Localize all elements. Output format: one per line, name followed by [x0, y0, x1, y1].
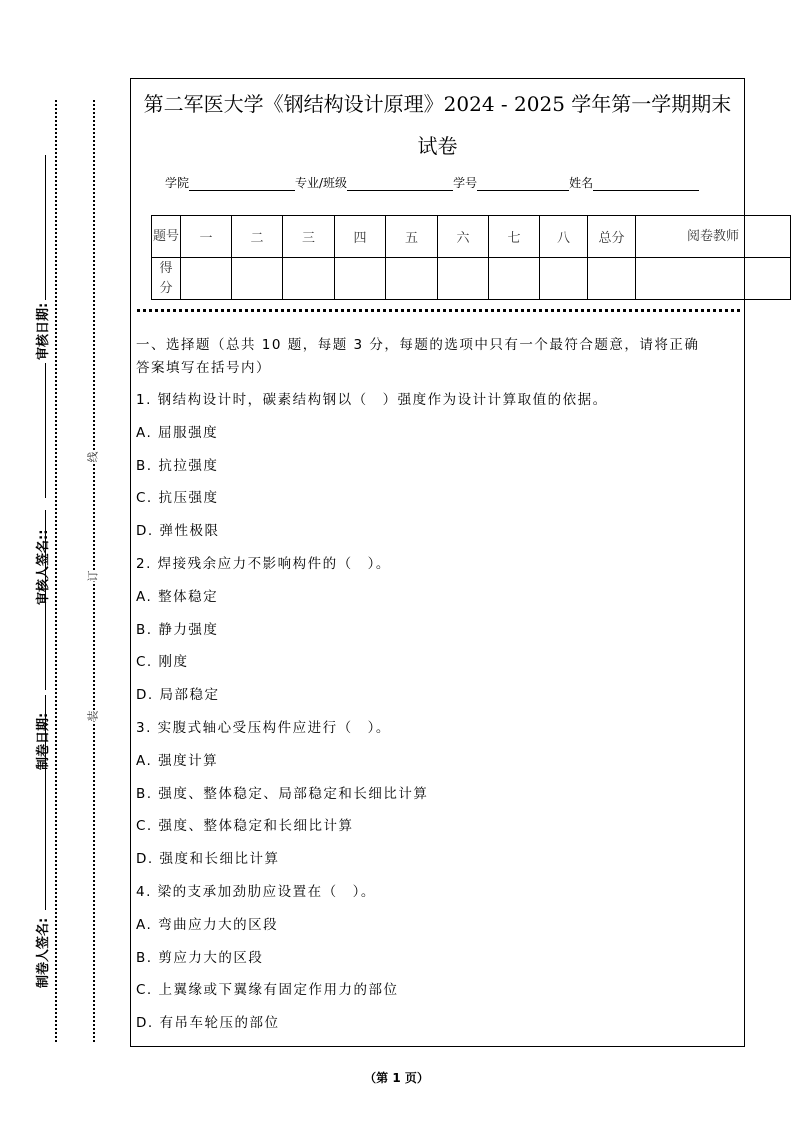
- maker-sign-label: 制卷人签名:: [36, 917, 51, 988]
- student-id-label: 学号: [453, 176, 478, 190]
- name-field[interactable]: [593, 177, 699, 191]
- question-option: D. 强度和长细比计算: [136, 851, 280, 868]
- student-id-field[interactable]: [477, 177, 569, 191]
- college-field[interactable]: [189, 177, 295, 191]
- question-option: C. 强度、整体稳定和长细比计算: [136, 818, 354, 835]
- header-cell: 总分: [588, 216, 636, 258]
- binding-char-ding: 订: [86, 570, 100, 582]
- question-option: B. 静力强度: [136, 621, 219, 638]
- college-label: 学院: [165, 176, 190, 190]
- name-label: 姓名: [569, 176, 594, 190]
- header-cell: 八: [540, 216, 588, 258]
- question-option: C. 上翼缘或下翼缘有固定作用力的部位: [136, 982, 399, 999]
- reviewer-sign-line[interactable]: [45, 363, 46, 498]
- section-divider: [137, 309, 740, 312]
- score-cell[interactable]: [438, 258, 489, 300]
- score-cell[interactable]: [335, 258, 386, 300]
- major-class-field[interactable]: [347, 177, 453, 191]
- score-cell[interactable]: [283, 258, 335, 300]
- question-stem: 1. 钢结构设计时，碳素结构钢以（ ）强度作为设计计算取值的依据。: [136, 392, 608, 408]
- score-cell[interactable]: [588, 258, 636, 300]
- question-option: A. 整体稳定: [136, 588, 219, 605]
- question-option: A. 屈服强度: [136, 424, 219, 441]
- question-option: A. 强度计算: [136, 752, 219, 769]
- header-cell: 四: [335, 216, 386, 258]
- question-stem: 4. 梁的支承加劲肋应设置在（ ）。: [136, 884, 376, 900]
- header-cell: 六: [438, 216, 489, 258]
- question-option: A. 弯曲应力大的区段: [136, 916, 279, 933]
- section-heading: 一、选择题（总共 10 题，每题 3 分，每题的选项中只有一个最符合题意，请将正确: [136, 337, 700, 353]
- header-cell: 题号: [152, 216, 181, 258]
- score-header-row: [152, 216, 791, 258]
- question-stem: 2. 焊接残余应力不影响构件的（ ）。: [136, 556, 391, 572]
- question-option: C. 抗压强度: [136, 490, 219, 507]
- header-cell: 阅卷教师: [636, 216, 791, 258]
- header-cell: 五: [386, 216, 438, 258]
- header-cell: 七: [489, 216, 540, 258]
- major-class-label: 专业/班级: [295, 176, 348, 190]
- question-option: D. 弹性极限: [136, 523, 220, 540]
- header-cell: 一: [181, 216, 232, 258]
- reviewer-sign-label: 审核人签名::: [36, 529, 51, 605]
- question-option: B. 强度、整体稳定、局部稳定和长细比计算: [136, 785, 429, 802]
- question-option: B. 剪应力大的区段: [136, 949, 264, 966]
- question-option: C. 刚度: [136, 654, 189, 671]
- binding-char-zhuang: 装: [86, 710, 100, 722]
- score-cell[interactable]: [386, 258, 438, 300]
- question-option: D. 有吊车轮压的部位: [136, 1015, 280, 1032]
- header-cell: 三: [283, 216, 335, 258]
- review-date-label: 审核日期:: [36, 302, 51, 360]
- student-info-row: [165, 174, 699, 191]
- binding-dotted-line-outer: [55, 100, 57, 1042]
- score-label: 得分: [152, 258, 181, 300]
- exam-title: 第二军医大学《钢结构设计原理》2024 - 2025 学年第一学期期末: [143, 92, 732, 116]
- score-cell[interactable]: [181, 258, 232, 300]
- header-cell: 二: [232, 216, 283, 258]
- review-date-line[interactable]: [45, 155, 46, 300]
- maker-date-label: 制卷日期:: [36, 712, 51, 770]
- binding-char-xian: 线: [86, 451, 100, 463]
- exam-title-line2: 试卷: [417, 134, 458, 158]
- question-option: D. 局部稳定: [136, 687, 220, 704]
- question-stem: 3. 实腹式轴心受压构件应进行（ ）。: [136, 720, 391, 736]
- question-option: B. 抗拉强度: [136, 457, 219, 474]
- score-cell[interactable]: [232, 258, 283, 300]
- section-heading-line2: 答案填写在括号内）: [136, 360, 271, 376]
- score-row: [152, 258, 791, 300]
- page-number: （第 1 页）: [364, 1071, 429, 1085]
- score-cell[interactable]: [489, 258, 540, 300]
- score-table: [151, 215, 791, 300]
- score-cell[interactable]: [540, 258, 588, 300]
- score-cell[interactable]: [636, 258, 791, 300]
